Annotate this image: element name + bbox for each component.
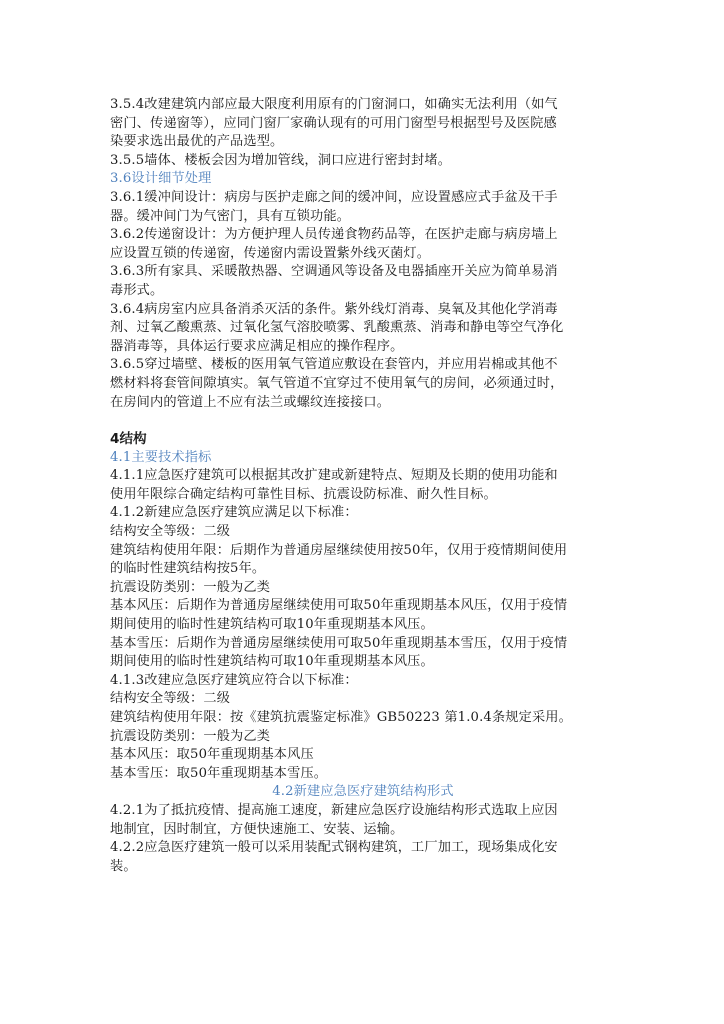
text-line: 期间使用的临时性建筑结构可取10年重现期基本风压。 (110, 617, 434, 633)
heading-4-1: 4.1主要技术指标 (110, 449, 212, 465)
text-line: 基本风压：后期作为普通房屋继续使用可取50年重现期基本风压，仅用于疫情 (110, 598, 568, 614)
text-line: 地制宜，因时制宜，方便快速施工、安装、运输。 (110, 821, 404, 837)
text-line: 结构安全等级：二级 (110, 691, 231, 707)
text-line: 装。 (110, 858, 137, 874)
text-line: 器消毒等，具体运行要求应满足相应的操作程序。 (110, 338, 404, 354)
text-line: 应设置互锁的传递窗，传递窗内需设置紫外线灭菌灯。 (110, 245, 431, 261)
text-line: 的临时性建筑结构按5年。 (110, 561, 266, 577)
text-line: 3.6.3所有家具、采暖散热器、空调通风等设备及电器插座开关应为简单易消 (110, 264, 558, 280)
text-line: 抗震设防类别：一般为乙类 (110, 579, 271, 595)
text-line: 建筑结构使用年限：后期作为普通房屋继续使用按50年，仅用于疫情期间使用 (110, 542, 568, 558)
text-line: 期间使用的临时性建筑结构可取10年重现期基本风压。 (110, 654, 434, 670)
text-line: 4.2.2应急医疗建筑一般可以采用装配式钢构建筑，工厂加工，现场集成化安 (110, 840, 558, 856)
heading-3-6: 3.6设计细节处理 (110, 171, 212, 187)
text-line: 3.6.2传递窗设计：为方便护理人员传递食物药品等，在医护走廊与病房墙上 (110, 227, 558, 243)
text-line: 3.6.1缓冲间设计：病房与医护走廊之间的缓冲间，应设置感应式手盆及干手 (110, 189, 558, 205)
text-line: 毒形式。 (110, 282, 164, 298)
text-line: 基本风压：取50年重现期基本风压 (110, 747, 314, 763)
document-page (110, 96, 616, 876)
text-line: 密门、传递窗等），应同门窗厂家确认现有的可用门窗型号根据型号及医院感 (110, 115, 557, 131)
text-line: 4.1.2新建应急医疗建筑应满足以下标准： (110, 505, 358, 521)
text-line: 3.6.5穿过墙壁、楼板的医用氧气管道应敷设在套管内，并应用岩棉或其他不 (110, 357, 558, 373)
section-3-6-paragraphs (110, 189, 616, 412)
section-3-5-paragraphs (110, 96, 616, 170)
text-line: 3.5.4改建建筑内部应最大限度利用原有的门窗洞口，如确实无法利用（如气 (110, 97, 558, 112)
text-line: 4.1.3改建应急医疗建筑应符合以下标准： (110, 672, 358, 688)
text-line: 4.2.1为了抵抗疫情、提高施工速度，新建应急医疗设施结构形式选取上应因 (110, 802, 558, 818)
section-4-2-paragraphs (110, 802, 616, 876)
heading-4-2: 4.2新建应急医疗建筑结构形式 (272, 784, 454, 800)
text-line: 染要求选出最优的产品选型。 (110, 134, 284, 150)
text-line: 基本雪压：后期作为普通房屋继续使用可取50年重现期基本雪压，仅用于疫情 (110, 635, 568, 651)
text-line: 3.6.4病房室内应具备消杀灭活的条件。紫外线灯消毒、臭氧及其他化学消毒 (110, 301, 558, 317)
text-line: 使用年限综合确定结构可靠性目标、抗震设防标准、耐久性目标。 (110, 486, 497, 502)
text-line: 器。缓冲间门为气密门，具有互锁功能。 (110, 208, 351, 224)
text-line: 抗震设防类别：一般为乙类 (110, 728, 271, 744)
text-line: 在房间内的管道上不应有法兰或螺纹连接接口。 (110, 394, 391, 410)
text-line: 基本雪压：取50年重现期基本雪压。 (110, 765, 328, 781)
section-4-1-paragraphs (110, 467, 616, 783)
heading-4: 4结构 (110, 431, 147, 448)
text-line: 4.1.1应急医疗建筑可以根据其改扩建或新建特点、短期及长期的使用功能和 (110, 468, 558, 484)
text-line: 剂、过氧乙酸熏蒸、过氧化氢气溶胶喷雾、乳酸熏蒸、消毒和静电等空气净化 (110, 320, 564, 336)
text-line: 建筑结构使用年限：按《建筑抗震鉴定标准》GB50223 第1.0.4条规定采用。 (110, 710, 572, 725)
text-line: 3.5.5墙体、楼板会因为增加管线，洞口应进行密封封堵。 (110, 152, 452, 168)
text-line: 燃材料将套管间隙填实。氧气管道不宜穿过不使用氧气的房间，必须通过时， (110, 375, 564, 391)
text-line: 结构安全等级：二级 (110, 524, 231, 540)
